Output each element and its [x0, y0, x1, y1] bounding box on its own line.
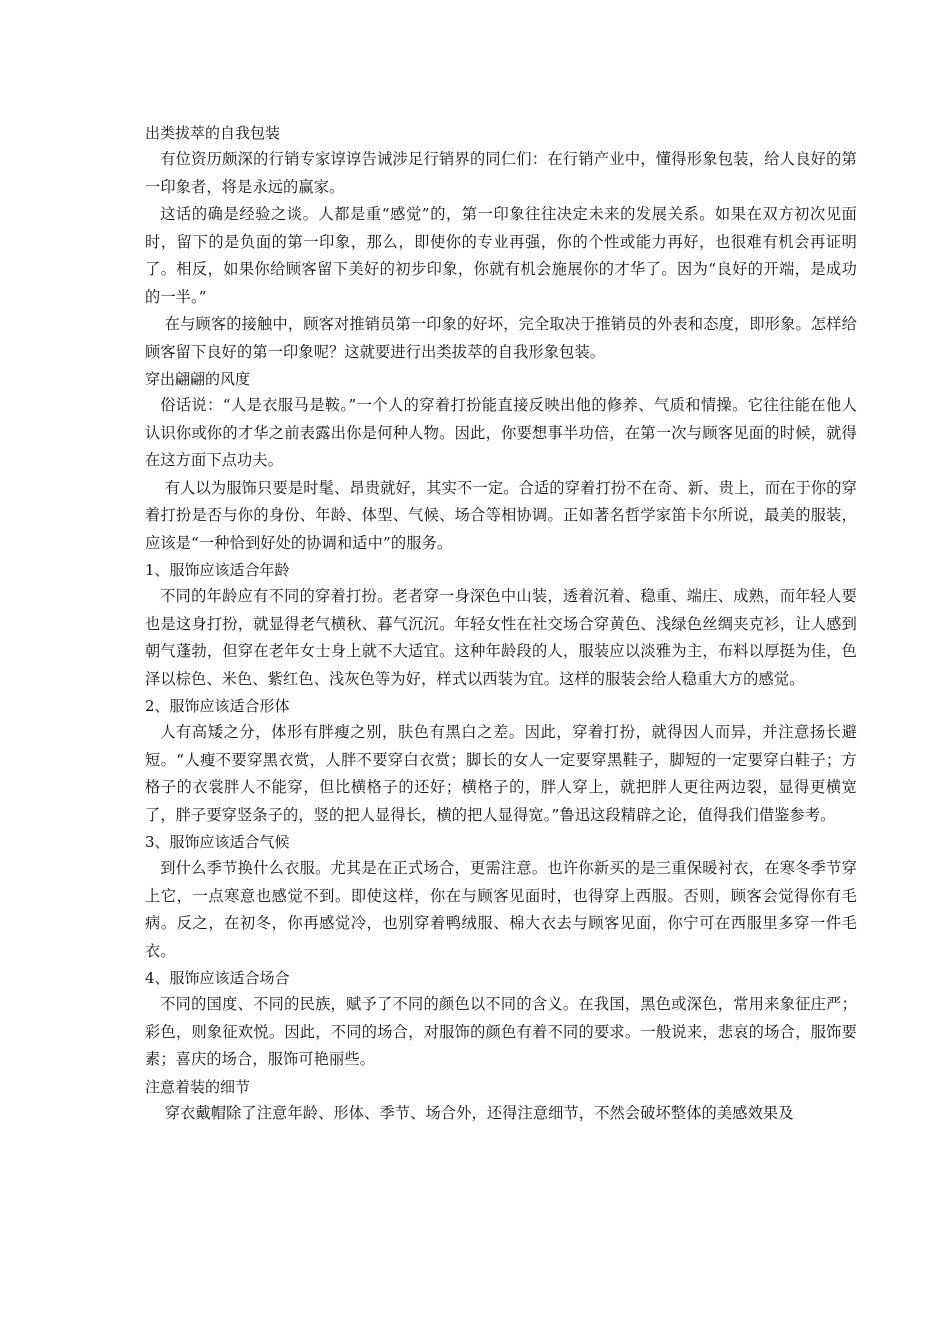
paragraph: 不同的年龄应有不同的穿着打扮。老者穿一身深色中山装，透着沉着、稳重、端庄、成熟，而年轻人要也是这身打扮，就显得老气横秋、暮气沉沉。年轻女性在社交场合穿黄色、浅绿色丝绸夹克衫，让人感到朝气蓬勃，但穿在老年女士身上就不大适宜。这种年龄段的人，服装应以淡雅为主，布料以厚挺为佳，色泽以棕色、米色、紫红色、浅灰色等为好，样式以西装为宜。这样的服装会给人稳重大方的感觉。 [145, 587, 857, 688]
section-heading: 2、服饰应该适合形体 [145, 697, 290, 715]
section-heading: 注意着装的细节 [145, 1077, 251, 1096]
section-heading: 1、服饰应该适合年龄 [145, 561, 290, 579]
section-heading: 穿出翩翩的风度 [145, 370, 251, 388]
paragraph: 这话的确是经验之谈。人都是重“感觉”的，第一印象往往决定未来的发展关系。如果在双方初次见面时，留下的是负面的第一印象，那么，即使你的专业再强，你的个性或能力再好，也很难有机会再证明了。相反，如果你给顾客留下美好的初步印象，你就有机会施展你的才华了。因为“良好的开端，是成功的一半。” [145, 205, 857, 306]
paragraph: 到什么季节换什么衣服。尤其是在正式场合，更需注意。也许你新买的是三重保暖衬衣，在寒冬季节穿上它，一点寒意也感觉不到。即使这样，你在与顾客见面时，也得穿上西服。否则，顾客会觉得你有毛病。反之，在初冬，你再感觉冷，也别穿着鸭绒服、棉大衣去与顾客见面，你宁可在西服里多穿一件毛衣。 [145, 859, 857, 960]
section-heading: 4、服饰应该适合场合 [145, 969, 290, 987]
paragraph: 不同的国度、不同的民族，赋予了不同的颜色以不同的含义。在我国，黑色或深色，常用来象征庄严；彩色，则象征欢悦。因此，不同的场合，对服饰的颜色有着不同的要求。一般说来，悲哀的场合，服饰要素；喜庆的场合，服饰可艳丽些。 [145, 995, 857, 1068]
section-heading: 出类拔萃的自我包装 [145, 124, 281, 142]
paragraph: 有位资历颇深的行销专家谆谆告诫涉足行销界的同仁们：在行销产业中，懂得形象包装，给人良好的第一印象者，将是永远的赢家。 [145, 150, 857, 196]
document-page [145, 120, 857, 1127]
paragraph: 在与顾客的接触中，顾客对推销员第一印象的好坏，完全取决于推销员的外表和态度，即形象。怎样给顾客留下良好的第一印象呢？这就要进行出类拔萃的自我形象包装。 [145, 315, 857, 361]
paragraph: 穿衣戴帽除了注意年龄、形体、季节、场合外，还得注意细节，不然会破坏整体的美感效果及 [164, 1103, 794, 1122]
paragraph: 俗话说：“人是衣服马是鞍。”一个人的穿着打扮能直接反映出他的修养、气质和情操。它往往能在他人认识你或你的才华之前表露出你是何种人物。因此，你要想事半功倍，在第一次与顾客见面的时候，就得在这方面下点功夫。 [145, 396, 857, 469]
section-heading: 3、服饰应该适合气候 [145, 833, 290, 851]
paragraph: 有人以为服饰只要是时髦、昂贵就好，其实不一定。合适的穿着打扮不在奇、新、贵上，而在于你的穿着打扮是否与你的身份、年龄、体型、气候、场合等相协调。正如著名哲学家笛卡尔所说，最美的服装，应该是“一种恰到好处的协调和适中”的服务。 [145, 478, 857, 552]
paragraph: 人有高矮之分，体形有胖瘦之别，肤色有黑白之差。因此，穿着打扮，就得因人而异，并注意扬长避短。“人瘦不要穿黑衣赏，人胖不要穿白衣赏；脚长的女人一定要穿黑鞋子，脚短的一定要穿白鞋子；方格子的衣裳胖人不能穿，但比横格子的还好；横格子的，胖人穿上，就把胖人更往两边裂，显得更横宽了，胖子要穿竖条子的，竖的把人显得长，横的把人显得宽。”鲁迅这段精辟之论，值得我们借鉴参考。 [145, 723, 857, 824]
